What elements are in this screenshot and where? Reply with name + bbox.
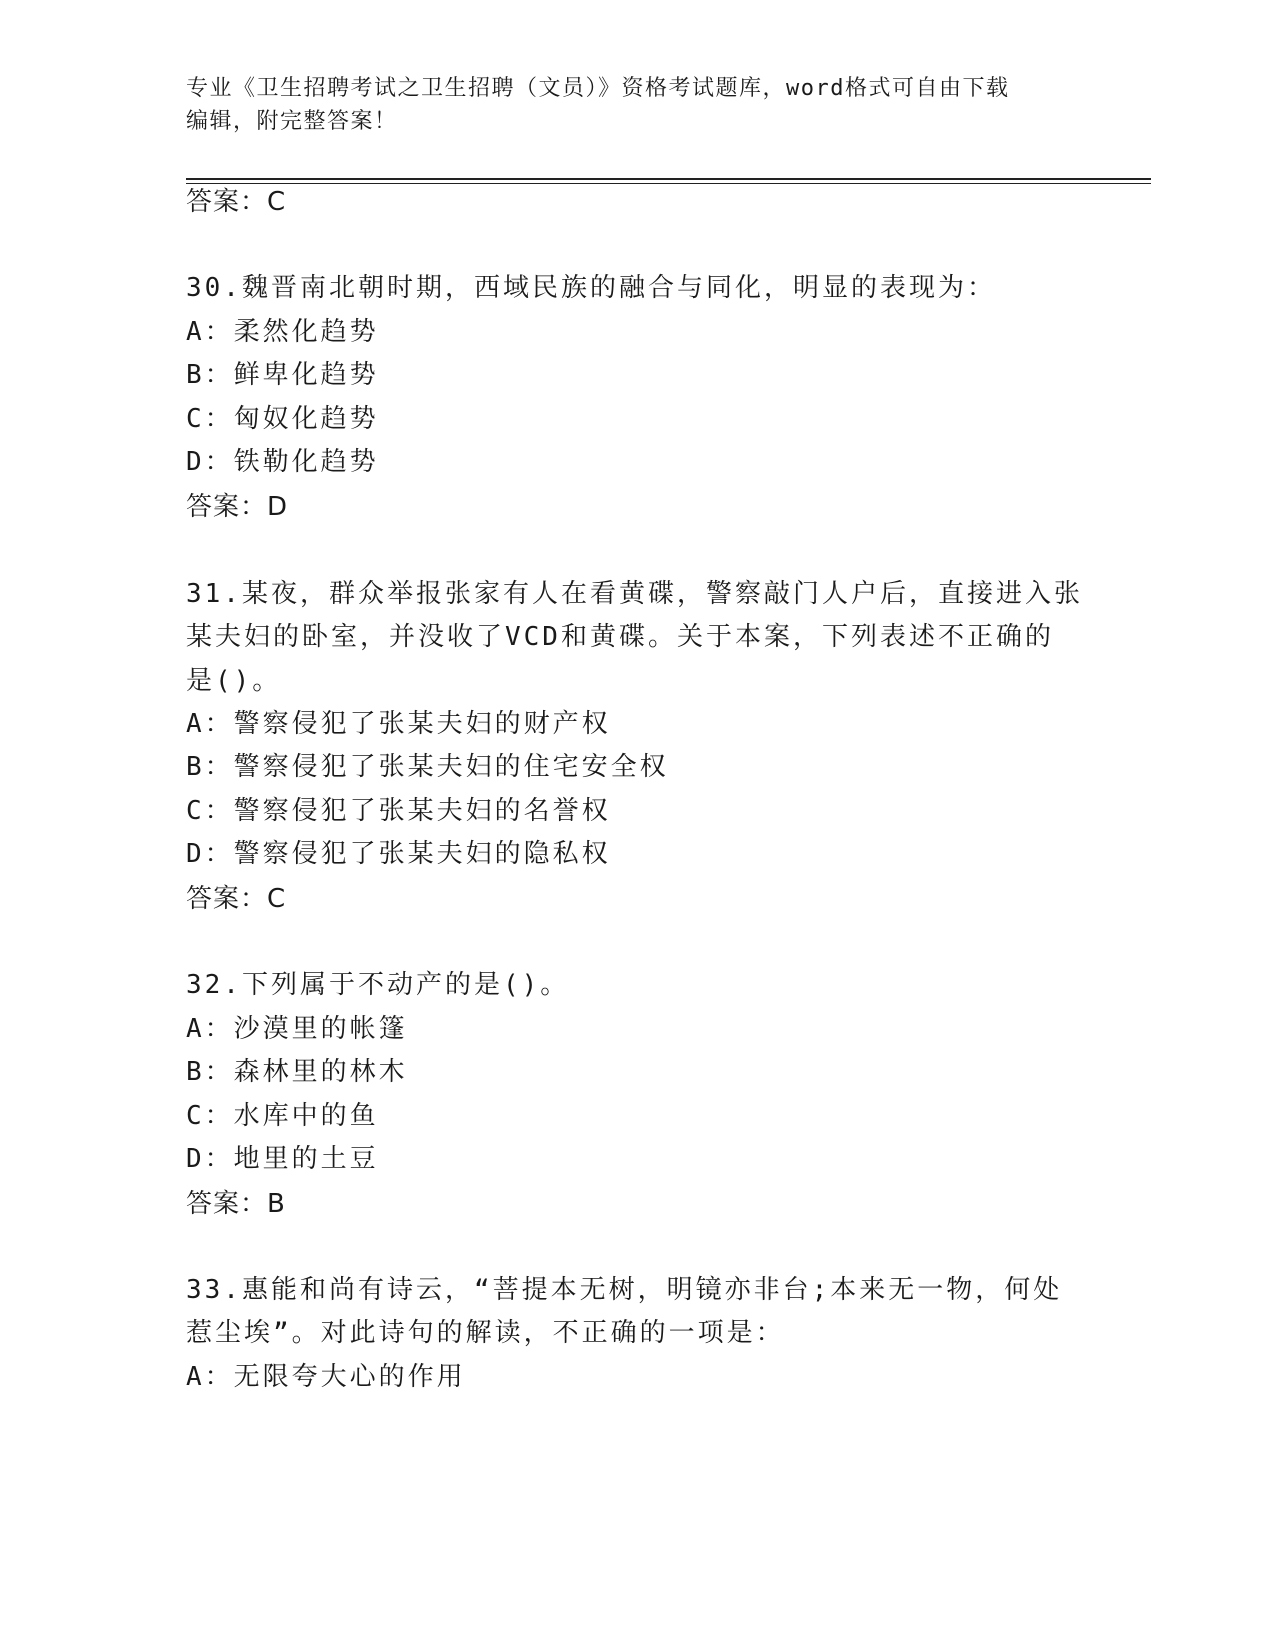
header-divider [186, 178, 1151, 184]
question-32-option-c: C：水库中的鱼 [186, 1101, 379, 1131]
question-30-option-c: C：匈奴化趋势 [186, 404, 379, 434]
document-page [186, 0, 1151, 1650]
header-line-2: 编辑，附完整答案！ [186, 109, 398, 134]
question-31-option-d: D：警察侵犯了张某夫妇的隐私权 [186, 839, 611, 869]
question-33-option-a: A：无限夸大心的作用 [186, 1362, 466, 1392]
question-30-option-b: B：鲜卑化趋势 [186, 360, 379, 390]
previous-answer: 答案：C [186, 187, 287, 217]
question-31-answer: 答案：C [186, 884, 287, 914]
question-31-option-c: C：警察侵犯了张某夫妇的名誉权 [186, 796, 611, 826]
question-30-answer: 答案：D [186, 492, 289, 522]
header-line-1: 专业《卫生招聘考试之卫生招聘（文员）》资格考试题库，word格式可自由下载 [186, 76, 1010, 101]
question-30-stem-line-1: 30.魏晋南北朝时期，西域民族的融合与同化，明显的表现为： [186, 273, 996, 303]
question-33-stem-line-2: 惹尘埃”。对此诗句的解读，不正确的一项是： [186, 1318, 785, 1348]
question-31-stem-line-3: 是()。 [186, 666, 282, 696]
question-32-option-d: D：地里的土豆 [186, 1144, 379, 1174]
question-32-option-a: A：沙漠里的帐篷 [186, 1014, 408, 1044]
question-31-stem-line-1: 31.某夜，群众举报张家有人在看黄碟，警察敲门人户后，直接进入张 [186, 579, 1083, 609]
question-32-stem-line-1: 32.下列属于不动产的是()。 [186, 970, 570, 1000]
question-32-answer: 答案：B [186, 1189, 286, 1219]
question-31-option-a: A：警察侵犯了张某夫妇的财产权 [186, 709, 611, 739]
question-32-option-b: B：森林里的林木 [186, 1057, 408, 1087]
question-33-stem-line-1: 33.惠能和尚有诗云，“菩提本无树，明镜亦非台;本来无一物，何处 [186, 1275, 1063, 1305]
document-header [186, 72, 1066, 138]
question-30-option-a: A：柔然化趋势 [186, 317, 379, 347]
question-31-stem-line-2: 某夫妇的卧室，并没收了VCD和黄碟。关于本案，下列表述不正确的 [186, 622, 1054, 652]
question-30-option-d: D：铁勒化趋势 [186, 447, 379, 477]
question-31-option-b: B：警察侵犯了张某夫妇的住宅安全权 [186, 752, 669, 782]
